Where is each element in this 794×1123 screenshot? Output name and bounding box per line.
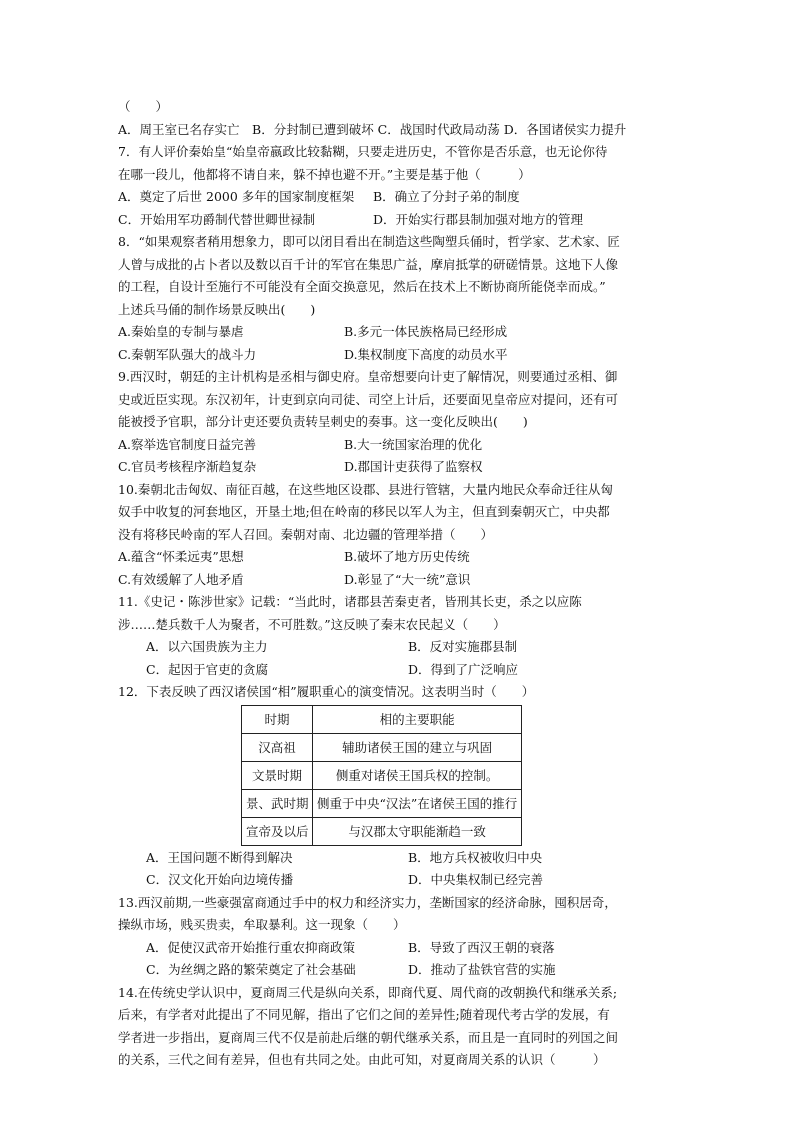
q10-option-b: B.破坏了地方历史传统 bbox=[344, 549, 470, 564]
q11-options-row bbox=[118, 659, 678, 682]
q8-stem-line: 的工程，自设计至施行不可能没有全面交换意见，然后在技术上不断协商所能侥幸而成。” bbox=[118, 279, 606, 294]
q7-option-b: B．确立了分封子弟的制度 bbox=[373, 189, 520, 204]
q9-stem-line: 史或近臣实现。东汉初年，计吏到京向司徒、司空上计后，还要面见皇帝应对提问，还有可 bbox=[118, 391, 619, 407]
q10-stem-line: 10.秦朝北击匈奴、南征百越，在这些地区设郡、县进行管辖，大量内地民众奉命迁往从匈 bbox=[118, 481, 613, 497]
q9-option-c: C.官员考核程序渐趋复杂 bbox=[118, 459, 257, 474]
q10-option-d: D.彰显了“大一统”意识 bbox=[344, 571, 471, 587]
q11-option-d: D．得到了广泛响应 bbox=[408, 661, 519, 677]
q13-option-c: C．为丝绸之路的繁荣奠定了社会基础 bbox=[146, 962, 356, 977]
table-row bbox=[242, 733, 522, 761]
q14-stem-line: 后来，有学者对此提出了不同见解，指出了它们之间的差异性;随着现代考古学的发展，有 bbox=[118, 1007, 610, 1022]
q7-stem-line: 在哪一段儿，他都将不请自来，躲不掉也避不开。”主要是基于他（ ） bbox=[118, 166, 531, 182]
q7-options-row bbox=[118, 209, 678, 232]
q7-option-c: C．开始用军功爵制代替世卿世禄制 bbox=[118, 211, 316, 227]
q12-option-c: C．汉文化开始向边境传播 bbox=[146, 872, 294, 887]
q9-option-d: D.郡国计吏获得了监察权 bbox=[344, 459, 483, 474]
q12-table bbox=[241, 705, 522, 846]
q11-stem-line: 涉……楚兵数千人为聚者，不可胜数。”这反映了秦末农民起义（ ） bbox=[118, 616, 506, 632]
table-header-row bbox=[242, 705, 522, 733]
table-row bbox=[242, 789, 522, 817]
q6-options: A．周王室已名存实亡 B．分封制已遭到破坏 C．战国时代政局动荡 D．各国诸侯实力提升 bbox=[118, 121, 627, 137]
q11-option-a: A．以六国贵族为主力 bbox=[146, 639, 268, 654]
table-cell-period: 宣帝及以后 bbox=[242, 817, 313, 845]
q13-option-d: D．推动了盐铁官营的实施 bbox=[408, 962, 556, 977]
q8-option-c: C.秦朝军队强大的战斗力 bbox=[118, 346, 257, 362]
q7-stem-line: 7．有人评价秦始皇“始皇帝嬴政比较黏糊，只要走进历史，不管你是否乐意，也无论你待 bbox=[118, 144, 608, 159]
table-header-cell: 相的主要职能 bbox=[313, 705, 522, 733]
q14-stem-line: 学者进一步指出，夏商周三代不仅是前赴后继的朝代继承关系，而且是一直同时的列国之间 bbox=[118, 1029, 619, 1045]
q8-options-row bbox=[118, 344, 678, 367]
q8-option-d: D.集权制度下高度的动员水平 bbox=[344, 346, 508, 362]
q13-stem-line: 操纵市场，贱买贵卖，牟取暴利。这一现象（ ） bbox=[118, 917, 406, 932]
table-row bbox=[242, 761, 522, 789]
table-cell-period: 景、武时期 bbox=[242, 789, 313, 817]
q12-stem-line: 12．下表反映了西汉诸侯国“相”履职重心的演变情况。这表明当时（ ） bbox=[118, 684, 535, 699]
table-header-cell: 时期 bbox=[242, 705, 313, 733]
q10-option-c: C.有效缓解了人地矛盾 bbox=[118, 571, 244, 587]
q14-stem-line: 14.在传统史学认识中，夏商周三代是纵向关系，即商代夏、周代商的改朝换代和继承关系; bbox=[118, 984, 618, 1000]
q10-option-a: A.蕴含“怀柔远夷”思想 bbox=[118, 549, 244, 564]
q13-stem-line: 13.西汉前期,一些豪强富商通过手中的权力和经济实力，垄断国家的经济命脉，囤积居奇， bbox=[118, 894, 617, 910]
q13-option-b: B．导致了西汉王朝的衰落 bbox=[408, 939, 555, 955]
table-cell-function: 侧重于中央“汉法”在诸侯王国的推行 bbox=[313, 789, 522, 817]
q11-stem-line: 11.《史记・陈涉世家》记载：“当此时，诸郡县苦秦吏者，皆刑其长吏，杀之以应陈 bbox=[118, 594, 582, 609]
q7-option-d: D．开始实行郡县制加强对地方的管理 bbox=[373, 211, 584, 227]
q10-stem-line: 奴手中收复的河套地区，开垦土地;但在岭南的移民以军人为主，但直到秦朝灭亡，中央都 bbox=[118, 504, 610, 519]
q11-option-c: C．起因于官吏的贪腐 bbox=[146, 661, 269, 677]
q8-option-a: A.秦始皇的专制与暴虐 bbox=[118, 324, 244, 339]
q9-option-a: A.察举选官制度日益完善 bbox=[118, 436, 257, 452]
q12-option-b: B．地方兵权被收归中央 bbox=[408, 849, 543, 865]
q7-options-row bbox=[118, 186, 678, 209]
q9-stem-line: 能被授予官职，部分计吏还要负责转呈刺史的奏事。这一变化反映出( ) bbox=[118, 414, 528, 429]
table-cell-function: 辅助诸侯王国的建立与巩固 bbox=[313, 733, 522, 761]
q9-option-b: B.大一统国家治理的优化 bbox=[344, 436, 483, 452]
q12-options-row bbox=[118, 847, 678, 870]
q10-options-row bbox=[118, 546, 678, 569]
q7-option-a: A．奠定了后世 2000 多年的国家制度框架 bbox=[118, 189, 355, 204]
q13-options-row bbox=[118, 937, 678, 960]
table-cell-function: 侧重对诸侯王国兵权的控制。 bbox=[313, 761, 522, 789]
q13-options-row bbox=[118, 959, 678, 982]
q9-options-row bbox=[118, 434, 678, 457]
q8-stem-line: 8．“如果观察者稍用想象力，即可以闭目看出在制造这些陶塑兵俑时，哲学家、艺术家、匠 bbox=[118, 234, 620, 249]
q13-option-a: A．促使汉武帝开始推行重农抑商政策 bbox=[146, 939, 356, 955]
table-row bbox=[242, 817, 522, 845]
q14-stem-line: 的关系，三代之间有差异，但也有共同之处。由此可知，对夏商周关系的认识（ ） bbox=[118, 1052, 606, 1067]
q12-option-a: A．王国问题不断得到解决 bbox=[146, 849, 293, 865]
q10-stem-line: 没有将移民岭南的军人召回。秦朝对南、北边疆的管理举措（ ） bbox=[118, 526, 494, 542]
q9-stem-line: 9.西汉时，朝廷的主计机构是丞相与御史府。皇帝想要向计吏了解情况，则要通过丞相、御 bbox=[118, 369, 618, 384]
q12-option-d: D．中央集权制已经完善 bbox=[408, 872, 544, 887]
table-cell-period: 文景时期 bbox=[242, 761, 313, 789]
q8-stem-line: 人曾与成批的占卜者以及数以百千计的军官在集思广益，摩肩抵掌的研磋情景。这地下人像 bbox=[118, 256, 619, 272]
q8-options-row bbox=[118, 321, 678, 344]
q10-options-row bbox=[118, 569, 678, 592]
q11-options-row bbox=[118, 636, 678, 659]
table-cell-period: 汉高祖 bbox=[242, 733, 313, 761]
q8-stem-line: 上述兵马俑的制作场景反映出( ) bbox=[118, 301, 316, 317]
table-cell-function: 与汉郡太守职能渐趋一致 bbox=[313, 817, 522, 845]
q8-option-b: B.多元一体民族格局已经形成 bbox=[344, 324, 508, 339]
q9-options-row bbox=[118, 456, 678, 479]
answer-blank: （ ） bbox=[118, 99, 169, 114]
q11-option-b: B．反对实施郡县制 bbox=[408, 639, 518, 654]
exam-page bbox=[118, 96, 678, 1072]
q12-options-row bbox=[118, 869, 678, 892]
